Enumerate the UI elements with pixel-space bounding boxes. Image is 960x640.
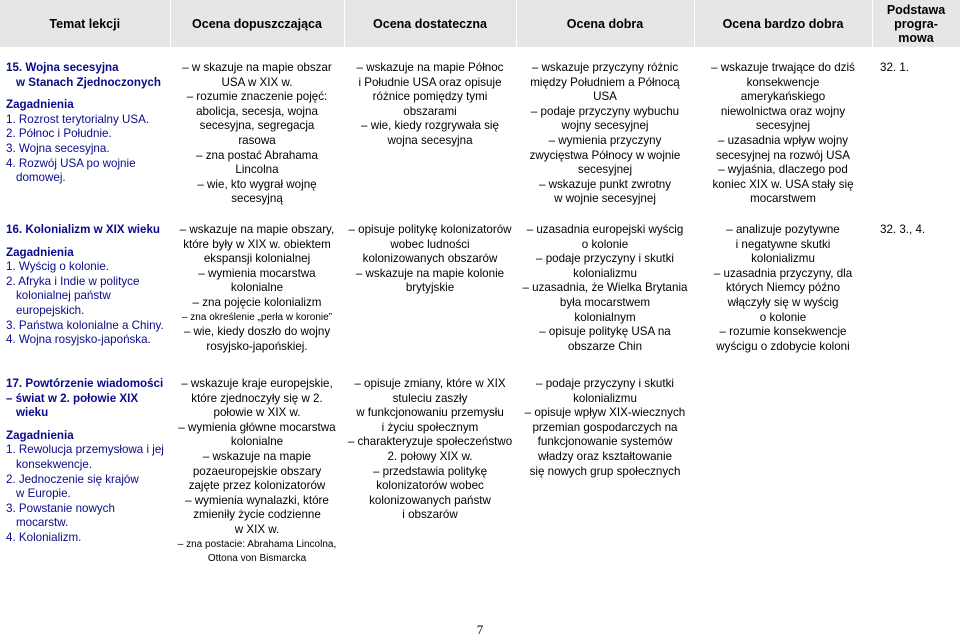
criterion-line: kolonialne [230, 435, 284, 449]
criterion-line: – opisuje wpływ XIX-wiecznych [524, 406, 686, 420]
good-cell [516, 47, 694, 219]
criterion-line: secesyjną [231, 192, 283, 206]
criterion-line: – wie, kiedy rozgrywała się [361, 119, 499, 133]
criterion-line: – uzasadnia wpływ wojny [717, 133, 849, 147]
criterion-line: i życiu społecznym [381, 420, 479, 434]
criterion-line: amerykańskiego [740, 90, 826, 104]
criterion-line: – wyjaśnia, dlaczego pod [718, 163, 848, 177]
sufficient-cell [170, 373, 344, 589]
criterion-line: rosyjsko-japońskiej. [206, 339, 308, 353]
criterion-line: – rozumie znaczenie pojęć: [186, 90, 328, 104]
criterion-line: – wie, kto wygrał wojnę [197, 177, 317, 191]
criterion-line: kolonializmu [751, 252, 815, 266]
criterion-line: – wskazuje trwające do dziś [711, 61, 855, 74]
criterion-line: – uzasadnia europejski wyścig [526, 223, 684, 236]
criterion-line: – wskazuje kraje europejskie, [181, 377, 333, 390]
criterion-line: władzy oraz kształtowanie [537, 449, 673, 463]
criterion-line: obszarami [403, 104, 457, 118]
criterion-line: o kolonie [759, 310, 807, 324]
criterion-line: USA w XIX w. [221, 75, 293, 89]
criterion-line: secesyjnej [755, 119, 811, 133]
criterion-line: które były w XIX w. obiektem [183, 237, 331, 251]
topic-item: kolonialnej państw [16, 289, 111, 303]
criterion-line: kolonializmu [573, 266, 637, 280]
topic-item: 2. Północ i Południe. [6, 127, 112, 141]
criterion-line: wojna secesyjna [387, 133, 473, 147]
criterion-line: wyścigu o zdobycie koloni [716, 339, 850, 353]
criterion-line: zajęte przez kolonizatorów [188, 479, 326, 493]
criterion-line: secesyjnej na rozwój USA [715, 148, 851, 162]
criterion-line: i negatywne skutki [735, 237, 831, 251]
criterion-line: – podaje przyczyny i skutki [536, 377, 674, 390]
criterion-line: zmieniły życie codzienne [193, 508, 321, 522]
criterion-line: ekspansji kolonialnej [203, 252, 311, 266]
topic-item: domowej. [16, 171, 66, 185]
topic-title: 15. Wojna secesyjna [6, 61, 119, 74]
criterion-line: – opisuje politykę USA na [539, 325, 671, 339]
table-row [0, 47, 960, 219]
topic-item: 2. Afryka i Indie w polityce [6, 274, 140, 288]
criterion-line: które zjednoczyły się w 2. [191, 391, 323, 405]
header-grade-sufficient: Ocena dopuszczająca [170, 0, 344, 47]
topic-title: 17. Powtórzenie wiadomości [6, 377, 164, 390]
criterion-line: których Niemcy późno [725, 281, 841, 295]
criterion-line: – wie, kiedy doszło do wojny [183, 325, 331, 339]
very-good-cell [694, 47, 872, 219]
topic-item: 4. Rozwój USA po wojnie [6, 156, 136, 170]
topic-item: 2. Jednoczenie się krajów [6, 472, 139, 486]
good-cell [516, 219, 694, 373]
header-grade-satisfactory: Ocena dostateczna [344, 0, 516, 47]
topics-label: Zagadnienia [6, 428, 74, 442]
table-row [0, 373, 960, 589]
criterion-line: – podaje przyczyny i skutki [536, 252, 674, 266]
header-grade-very-good: Ocena bardzo dobra [694, 0, 872, 47]
topic-item: 1. Rozrost terytorialny USA. [6, 112, 150, 126]
criterion-line: – uzasadnia, że Wielka Brytania [522, 281, 688, 295]
criterion-line: – wskazuje przyczyny różnic [531, 61, 679, 74]
criterion-line: kolonizowanych państw [369, 493, 491, 507]
topic-cell [0, 373, 170, 589]
topic-item: w Europie. [16, 487, 71, 501]
criterion-line: zwycięstwa Północy w wojnie [529, 148, 681, 162]
criterion-line: – zna postacie: Abrahama Lincolna, [177, 538, 337, 550]
criterion-line: funkcjonowanie systemów [537, 435, 673, 449]
curriculum-ref-cell: 32. 1. [880, 61, 910, 74]
satisfactory-cell [344, 373, 516, 589]
criterion-line: – opisuje politykę kolonizatorów [348, 223, 512, 236]
criterion-line: USA [593, 90, 617, 104]
criterion-line: włączyły się w wyścig [727, 295, 839, 309]
criterion-line: stuleciu zaszły [392, 391, 468, 405]
topic-item: 1. Wyścig o kolonie. [6, 260, 109, 274]
topic-item: 1. Rewolucja przemysłowa i jej [6, 443, 164, 457]
criterion-line: – opisuje zmiany, które w XIX [354, 377, 506, 390]
criterion-line: – wskazuje punkt zwrotny [538, 177, 672, 191]
criterion-line: koniec XIX w. USA stały się [712, 177, 854, 191]
criterion-line: i obszarów [402, 508, 458, 522]
criterion-line: konsekwencje [746, 75, 820, 89]
criterion-line: Ottona von Bismarcka [207, 553, 307, 565]
criterion-line: kolonizatorów wobec [376, 479, 484, 493]
criterion-line: obszarze Chin [567, 339, 643, 353]
topic-item: 4. Kolonializm. [6, 530, 82, 544]
criterion-line: mocarstwem [750, 192, 816, 206]
topic-item: 4. Wojna rosyjsko-japońska. [6, 333, 151, 347]
criterion-line: – analizuje pozytywne [726, 223, 840, 236]
topic-item: 3. Państwa kolonialne a Chiny. [6, 318, 164, 332]
criterion-line: – zna określenie „perła w koronie” [181, 311, 333, 323]
criterion-line: kolonializmu [573, 391, 637, 405]
topic-title: wieku [16, 406, 49, 420]
criterion-line: – charakteryzuje społeczeństwo [347, 435, 513, 449]
topics-label: Zagadnienia [6, 245, 74, 259]
criterion-line: między Południem a Północą [530, 75, 680, 89]
criterion-line: rasowa [238, 133, 276, 147]
criterion-line: kolonialne [230, 281, 284, 295]
criterion-line: – zna postać Abrahama [196, 148, 318, 162]
criterion-line: w wojnie secesyjnej [554, 192, 656, 206]
criterion-line: i Południe USA oraz opisuje [358, 75, 502, 89]
header-grade-good: Ocena dobra [516, 0, 694, 47]
criterion-line: – wskazuje na mapie obszary, [179, 223, 335, 236]
good-cell [516, 373, 694, 589]
criterion-line: – wskazuje na mapie kolonie [355, 266, 505, 280]
topic-item: konsekwencje. [16, 457, 93, 471]
criterion-line: w XIX w. [234, 522, 280, 536]
criterion-line: kolonialnym [574, 310, 636, 324]
criterion-line: się nowych grup społecznych [529, 464, 681, 478]
very-good-cell [694, 373, 872, 589]
sufficient-cell [170, 47, 344, 219]
table-row [0, 219, 960, 373]
topic-cell [0, 219, 170, 373]
criterion-line: – przedstawia politykę [372, 464, 488, 478]
criterion-line: – wskazuje na mapie Północ [356, 61, 504, 74]
criterion-line: – zna pojęcie kolonializm [192, 295, 322, 309]
criterion-line: – wymienia wynalazki, które [185, 493, 329, 507]
page-number: 7 [476, 622, 484, 637]
topic-item: 3. Powstanie nowych [6, 501, 115, 515]
criterion-line: o kolonie [581, 237, 629, 251]
criterion-line: wojny secesyjnej [561, 119, 649, 133]
criterion-line: 2. połowy XIX w. [387, 449, 473, 463]
criterion-line: połowie w XIX w. [213, 406, 301, 420]
topic-item: mocarstw. [16, 516, 69, 530]
criterion-line: – wymienia główne mocarstwa [178, 420, 336, 434]
criterion-line: – uzasadnia przyczyny, dla [713, 266, 853, 280]
criterion-line: w funkcjonowaniu przemysłu [356, 406, 504, 420]
criterion-line: – rozumie konsekwencje [719, 325, 847, 339]
criterion-line: Lincolna [235, 163, 279, 177]
criterion-line: secesyjna, segregacja [199, 119, 315, 133]
criterion-line: niewolnictwa oraz wojny [720, 104, 846, 118]
satisfactory-cell [344, 47, 516, 219]
criterion-line: wobec ludności [390, 237, 470, 251]
criterion-line: kolonizowanych obszarów [362, 252, 498, 266]
topic-title: – świat w 2. połowie XIX [6, 391, 139, 405]
criterion-line: różnice pomiędzy tymi [372, 90, 488, 104]
criterion-line: secesyjnej [577, 163, 633, 177]
topic-title: w Stanach Zjednoczonych [16, 75, 161, 89]
topics-label: Zagadnienia [6, 98, 74, 112]
header-row [0, 0, 960, 47]
criterion-line: była mocarstwem [559, 295, 651, 309]
curriculum-ref-cell: 32. 3., 4. [880, 223, 926, 236]
header-topic: Temat lekcji [0, 0, 170, 47]
criterion-line: – podaje przyczyny wybuchu [530, 104, 680, 118]
topic-item: 3. Wojna secesyjna. [6, 141, 110, 155]
header-curriculum-basis: Podstawa progra- mowa [872, 0, 960, 47]
criterion-line: pozaeuropejskie obszary [192, 464, 322, 478]
satisfactory-cell [344, 219, 516, 373]
criterion-line: brytyjskie [405, 281, 455, 295]
sufficient-cell [170, 219, 344, 373]
very-good-cell [694, 219, 872, 373]
criterion-line: – wymienia przyczyny [548, 133, 662, 147]
criterion-line: – w skazuje na mapie obszar [182, 61, 332, 74]
criterion-line: abolicja, secesja, wojna [196, 104, 318, 118]
criterion-line: – wymienia mocarstwa [198, 266, 316, 280]
criterion-line: – wskazuje na mapie [202, 449, 312, 463]
curriculum-ref-cell [872, 373, 960, 589]
topic-title: 16. Kolonializm w XIX wieku [6, 223, 160, 236]
criterion-line: przemian gospodarczych na [532, 420, 678, 434]
topic-cell [0, 47, 170, 219]
topic-item: europejskich. [16, 303, 85, 317]
